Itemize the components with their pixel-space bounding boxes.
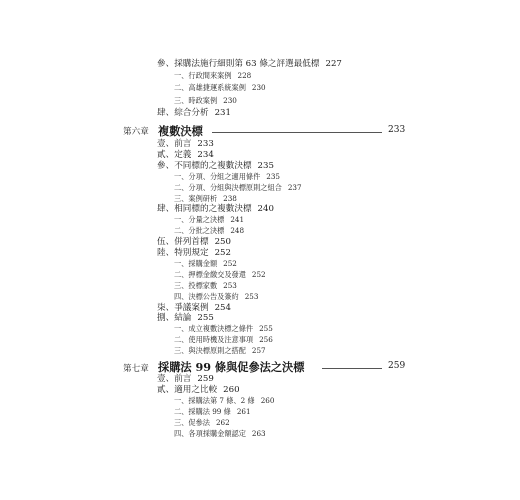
toc-subsection-entry	[174, 397, 274, 404]
toc-entry-page: 252	[251, 269, 266, 279]
toc-entry-text: 三、投標家數	[174, 280, 218, 290]
toc-entry-text: 二、採購法 99 條	[174, 407, 231, 416]
toc-entry-page: 231	[214, 107, 231, 118]
toc-entry-text: 二、押標金繳交及發還	[174, 269, 246, 279]
toc-entry-text: 肆、綜合分析	[157, 107, 209, 118]
toc-entry-page: 261	[236, 407, 251, 416]
toc-section-entry	[157, 249, 231, 258]
toc-entry-text: 二、分批之決標	[174, 226, 225, 236]
toc-entry-page: 234	[197, 149, 214, 160]
toc-entry-text: 一、行政間來案例	[174, 71, 232, 81]
toc-section-entry	[157, 205, 274, 214]
toc-entry-page: 250	[214, 237, 231, 248]
toc-section-entry	[157, 162, 274, 171]
toc-section-entry	[157, 60, 342, 69]
toc-entry-page: 256	[259, 335, 273, 345]
toc-subsection-entry	[174, 260, 237, 267]
toc-entry-page: 228	[237, 71, 252, 81]
toc-entry-page: 241	[230, 215, 245, 225]
toc-entry-text: 一、分量之決標	[174, 215, 225, 225]
toc-subsection-entry	[174, 216, 244, 223]
chapter-page-number: 259	[388, 361, 406, 371]
toc-entry-page: 227	[325, 59, 342, 69]
toc-entry-page: 235	[257, 160, 274, 171]
toc-entry-text: 三、案例研析	[174, 193, 218, 203]
toc-entry-text: 貳、適用之比較	[157, 385, 218, 395]
toc-subsection-entry	[174, 72, 251, 79]
toc-subsection-entry	[174, 430, 266, 437]
toc-subsection-entry	[174, 419, 230, 426]
toc-entry-page: 257	[251, 346, 266, 356]
toc-entry-page: 260	[260, 396, 275, 405]
toc-entry-page: 252	[214, 248, 231, 258]
toc-subsection-entry	[174, 84, 266, 91]
toc-entry-page: 235	[266, 171, 280, 181]
toc-entry-text: 壹、前言	[157, 139, 192, 149]
toc-entry-text: 三、時政案例	[174, 95, 218, 105]
toc-subsection-entry	[174, 97, 237, 104]
chapter-label: 第七章	[123, 364, 149, 374]
chapter-label: 第六章	[123, 127, 149, 137]
toc-entry-text: 參、採購法施行細則第 63 條之評選最低標	[157, 59, 320, 69]
toc-entry-page: 230	[223, 95, 237, 105]
toc-entry-text: 二、分項、分組與決標原則之組合	[174, 182, 282, 192]
toc-section-entry	[157, 314, 214, 323]
toc-entry-text: 二、使用時機及注意事項	[174, 335, 254, 345]
toc-subsection-entry	[174, 195, 237, 202]
toc-entry-page: 259	[197, 374, 214, 384]
toc-entry-page: 230	[251, 83, 266, 93]
toc-entry-text: 一、分項、分組之適用條件	[174, 171, 261, 181]
toc-section-entry	[157, 151, 214, 160]
toc-section-entry	[157, 140, 214, 149]
toc-subsection-entry	[174, 227, 244, 234]
toc-subsection-entry	[174, 173, 280, 180]
toc-entry-page: 238	[223, 193, 237, 203]
toc-subsection-entry	[174, 325, 273, 332]
toc-entry-text: 三、促參法	[174, 418, 210, 427]
toc-subsection-entry	[174, 347, 266, 354]
toc-section-entry	[157, 304, 231, 313]
toc-entry-text: 捌、結論	[157, 313, 192, 324]
chapter-page-number: 233	[388, 125, 406, 135]
toc-entry-page: 253	[244, 291, 259, 301]
toc-entry-text: 陸、特別規定	[157, 248, 209, 258]
toc-entry-text: 伍、併列首標	[157, 237, 209, 248]
chapter-title: 複數決標	[158, 124, 203, 138]
toc-entry-page: 233	[197, 139, 214, 149]
toc-entry-page: 253	[223, 280, 237, 290]
toc-entry-text: 參、不同標的之複數決標	[157, 160, 252, 171]
chapter-rule	[322, 368, 382, 369]
toc-subsection-entry	[174, 184, 302, 191]
toc-section-entry	[157, 386, 240, 395]
toc-entry-text: 壹、前言	[157, 374, 192, 384]
toc-entry-text: 貳、定義	[157, 149, 192, 160]
toc-entry-text: 三、與決標原則之搭配	[174, 346, 246, 356]
chapter-rule	[212, 132, 382, 133]
chapter-title: 採購法 99 條與促參法之決標	[158, 360, 305, 374]
toc-entry-page: 252	[223, 258, 237, 268]
toc-entry-page: 255	[259, 324, 273, 334]
toc-section-entry	[157, 238, 231, 247]
toc-entry-text: 一、採購金額	[174, 258, 218, 268]
toc-subsection-entry	[174, 293, 258, 300]
toc-entry-page: 263	[251, 429, 266, 438]
toc-entry-text: 一、成立複數決標之條件	[174, 324, 254, 334]
toc-entry-text: 肆、相同標的之複數決標	[157, 204, 252, 215]
toc-entry-page: 240	[257, 204, 274, 215]
toc-section-entry	[157, 375, 214, 384]
toc-entry-text: 柒、爭議案例	[157, 302, 209, 313]
toc-entry-page: 262	[215, 418, 230, 427]
toc-entry-page: 248	[230, 226, 245, 236]
toc-entry-text: 一、採購法第 7 條、2 條	[174, 396, 255, 405]
toc-entry-page: 237	[287, 182, 302, 192]
toc-subsection-entry	[174, 408, 251, 415]
toc-entry-page: 255	[197, 313, 214, 324]
toc-entry-text: 四、決標公告及簽約	[174, 291, 239, 301]
toc-entry-page: 260	[223, 385, 240, 395]
toc-subsection-entry	[174, 282, 237, 289]
toc-entry-text: 二、高雄捷運系統案例	[174, 83, 246, 93]
toc-entry-page: 254	[214, 302, 231, 313]
toc-entry-text: 四、各項採購金額認定	[174, 429, 246, 438]
toc-subsection-entry	[174, 336, 273, 343]
toc-section-entry	[157, 109, 231, 118]
toc-subsection-entry	[174, 271, 266, 278]
